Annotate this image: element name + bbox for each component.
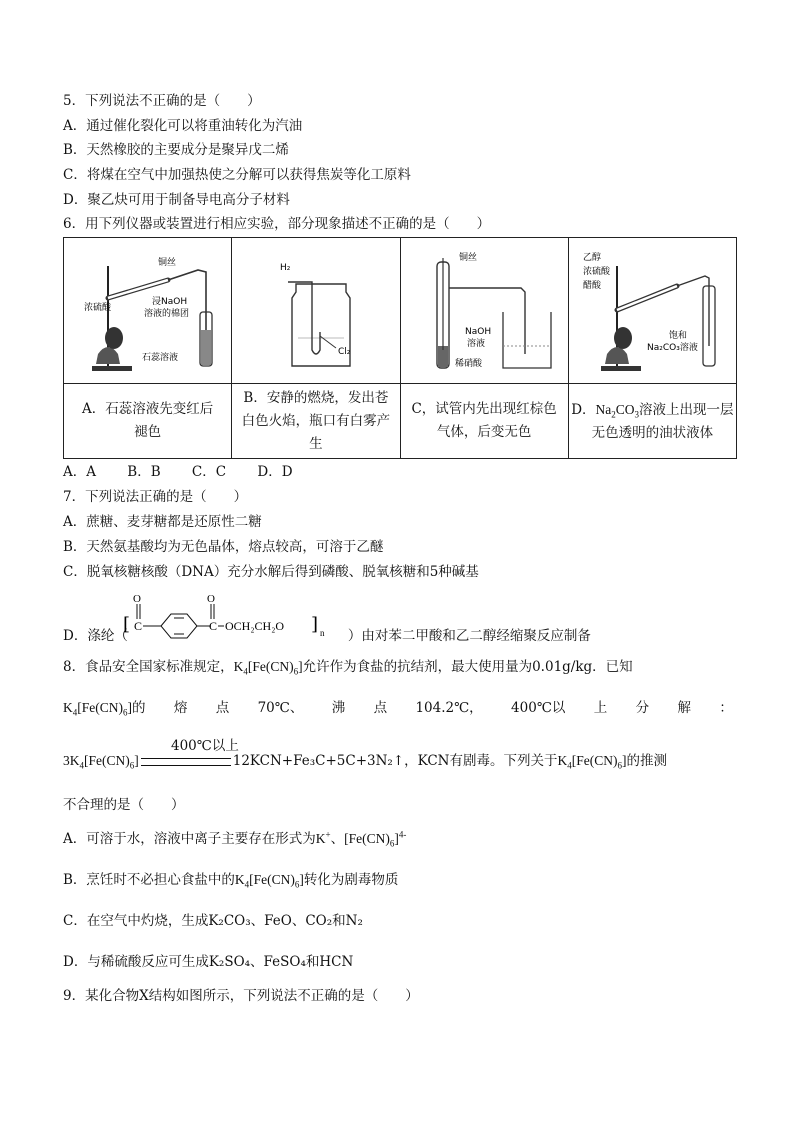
q6-caption-c-line1: C，试管内先出现红棕色: [411, 401, 557, 417]
q8-option-c: C．在空气中灼烧，生成K₂CO₃、FeO、CO₂和N₂: [63, 913, 363, 929]
q6-caption-c-line2: 气体，后变无色: [436, 424, 532, 440]
q5-option-d: D．聚乙炔可用于制备导电高分子材料: [63, 192, 290, 208]
svg-text:[: [: [123, 614, 131, 635]
q6-caption-a-line2: 褪色: [134, 424, 162, 440]
q6-a-label-naoh-2: 溶液的棉团: [143, 308, 189, 319]
svg-text:]: ]: [311, 614, 319, 635]
q6-a-label-naoh-1: 浸NaOH: [151, 296, 187, 307]
q6-caption-d-line2: 无色透明的油状液体: [591, 424, 714, 441]
q6-figure-a: [64, 238, 232, 384]
svg-text:O: O: [207, 593, 215, 605]
q6-stem: 6．用下列仪器或装置进行相应实验，部分现象描述不正确的是（ ）: [63, 216, 491, 232]
q6-a-label-conc-h2so4: 浓硫酸: [83, 302, 111, 313]
q7-option-c: C．脱氧核糖核酸（DNA）充分水解后得到磷酸、脱氧核糖和5种碱基: [63, 564, 479, 580]
q6-caption-a-line1: A．石蕊溶液先变红后: [82, 401, 214, 417]
q6-caption-b-line1: B．安静的燃烧，发出苍: [243, 389, 389, 406]
svg-text:O: O: [133, 593, 141, 605]
q5-stem: 5．下列说法不正确的是（ ）: [63, 93, 261, 109]
q7-option-d: D．涤纶（ ）由对苯二甲酸和乙二醇经缩聚反应制备: [63, 628, 591, 644]
q6-b-label-h2: H₂: [279, 262, 291, 273]
q6-a-label-litmus: 石蕊溶液: [141, 352, 178, 363]
q7-polyester-group: OCH₂CH₂O: [225, 619, 285, 633]
q6-caption-a: [64, 384, 232, 459]
q7-stem: 7．下列说法正确的是（ ）: [63, 489, 248, 505]
q8-eq-sign: [141, 758, 231, 766]
q6-d-label-ethanol: 乙醇: [583, 252, 602, 263]
q6-d-label-acetic: 醋酸: [583, 280, 602, 291]
q8-line2-formula: $K_4[Fe(CN)_6]$的: [63, 700, 146, 718]
q8-line4: 不合理的是（ ）: [63, 797, 185, 813]
q8-option-b: B．烹饪时不必担心食盐中的$K_4[Fe(CN)_6]$转化为剧毒物质: [63, 872, 399, 890]
q7-option-b: B．天然氨基酸均为无色晶体，熔点较高，可溶于乙醚: [63, 539, 384, 555]
q6-c-label-dilute-hno3: 稀硝酸: [455, 358, 483, 369]
q6-apparatus-table: [63, 237, 737, 459]
svg-text:C: C: [134, 619, 143, 633]
q5-option-b: B．天然橡胶的主要成分是聚异戊二烯: [63, 142, 289, 158]
q8-eq-products: 12KCN+Fe₃C+5C+3N₂↑，KCN有剧毒。下列关于: [232, 753, 558, 769]
q6-figure-c: [400, 238, 568, 384]
q6-c-label-naoh-1: NaOH: [465, 326, 492, 337]
svg-text:C: C: [209, 619, 218, 633]
q6-a-label-copper: 铜丝: [157, 257, 176, 268]
q6-caption-d: [568, 384, 736, 459]
q5-option-a: A．通过催化裂化可以将重油转化为汽油: [63, 118, 303, 134]
q9-stem: 9．某化合物X结构如图所示，下列说法不正确的是（ ）: [63, 988, 419, 1004]
q8-option-d: D．与稀硫酸反应可生成K₂SO₄、FeSO₄和HCN: [63, 954, 354, 970]
q6-caption-d-line1: D．$Na_2CO_3$溶液上出现一层: [571, 401, 734, 420]
q6-d-label-sat-1: 饱和: [669, 330, 688, 341]
q8-line2: $K_4[Fe(CN)_6]$的 熔 点 70℃、 沸 点 104.2℃， 400℃以 上 分 解 ：: [63, 700, 733, 718]
q8-option-a: A．可溶于水，溶液中离子主要存在形式为K+、$[Fe(CN)_6]^{4-}$: [63, 829, 407, 849]
q5-option-c: C．将煤在空气中加强热使之分解可以获得焦炭等化工原料: [63, 167, 411, 183]
q6-c-label-naoh-2: 溶液: [467, 338, 486, 349]
q6-caption-b-line2: 白色火焰，瓶口有白雾产: [241, 412, 391, 429]
q8-line1: 8．食品安全国家标准规定，$K_4[Fe(CN)_6]$允许作为食盐的抗结剂，最大使用量为0.01g/kg．已知: [63, 659, 633, 677]
q7-option-a: A．蔗糖、麦芽糖都是还原性二糖: [63, 514, 262, 530]
q6-caption-b-line3: 生: [309, 435, 323, 452]
q6-figure-b: [232, 238, 400, 384]
q6-figure-d: [568, 238, 736, 384]
q6-b-label-cl2: Cl₂: [337, 346, 351, 357]
q6-d-label-conc-h2so4: 浓硫酸: [583, 266, 611, 277]
q6-options: A．A B．B C．C D．D: [63, 464, 293, 480]
q6-caption-b: [232, 384, 400, 459]
q6-caption-c: [400, 384, 568, 459]
q6-c-label-copper: 铜丝: [459, 252, 478, 263]
q8-eq-condition: 400℃以上: [171, 738, 239, 754]
q7-polyester-n: n: [320, 628, 325, 638]
q6-d-label-sat-2: Na₂CO₃溶液: [647, 342, 699, 353]
